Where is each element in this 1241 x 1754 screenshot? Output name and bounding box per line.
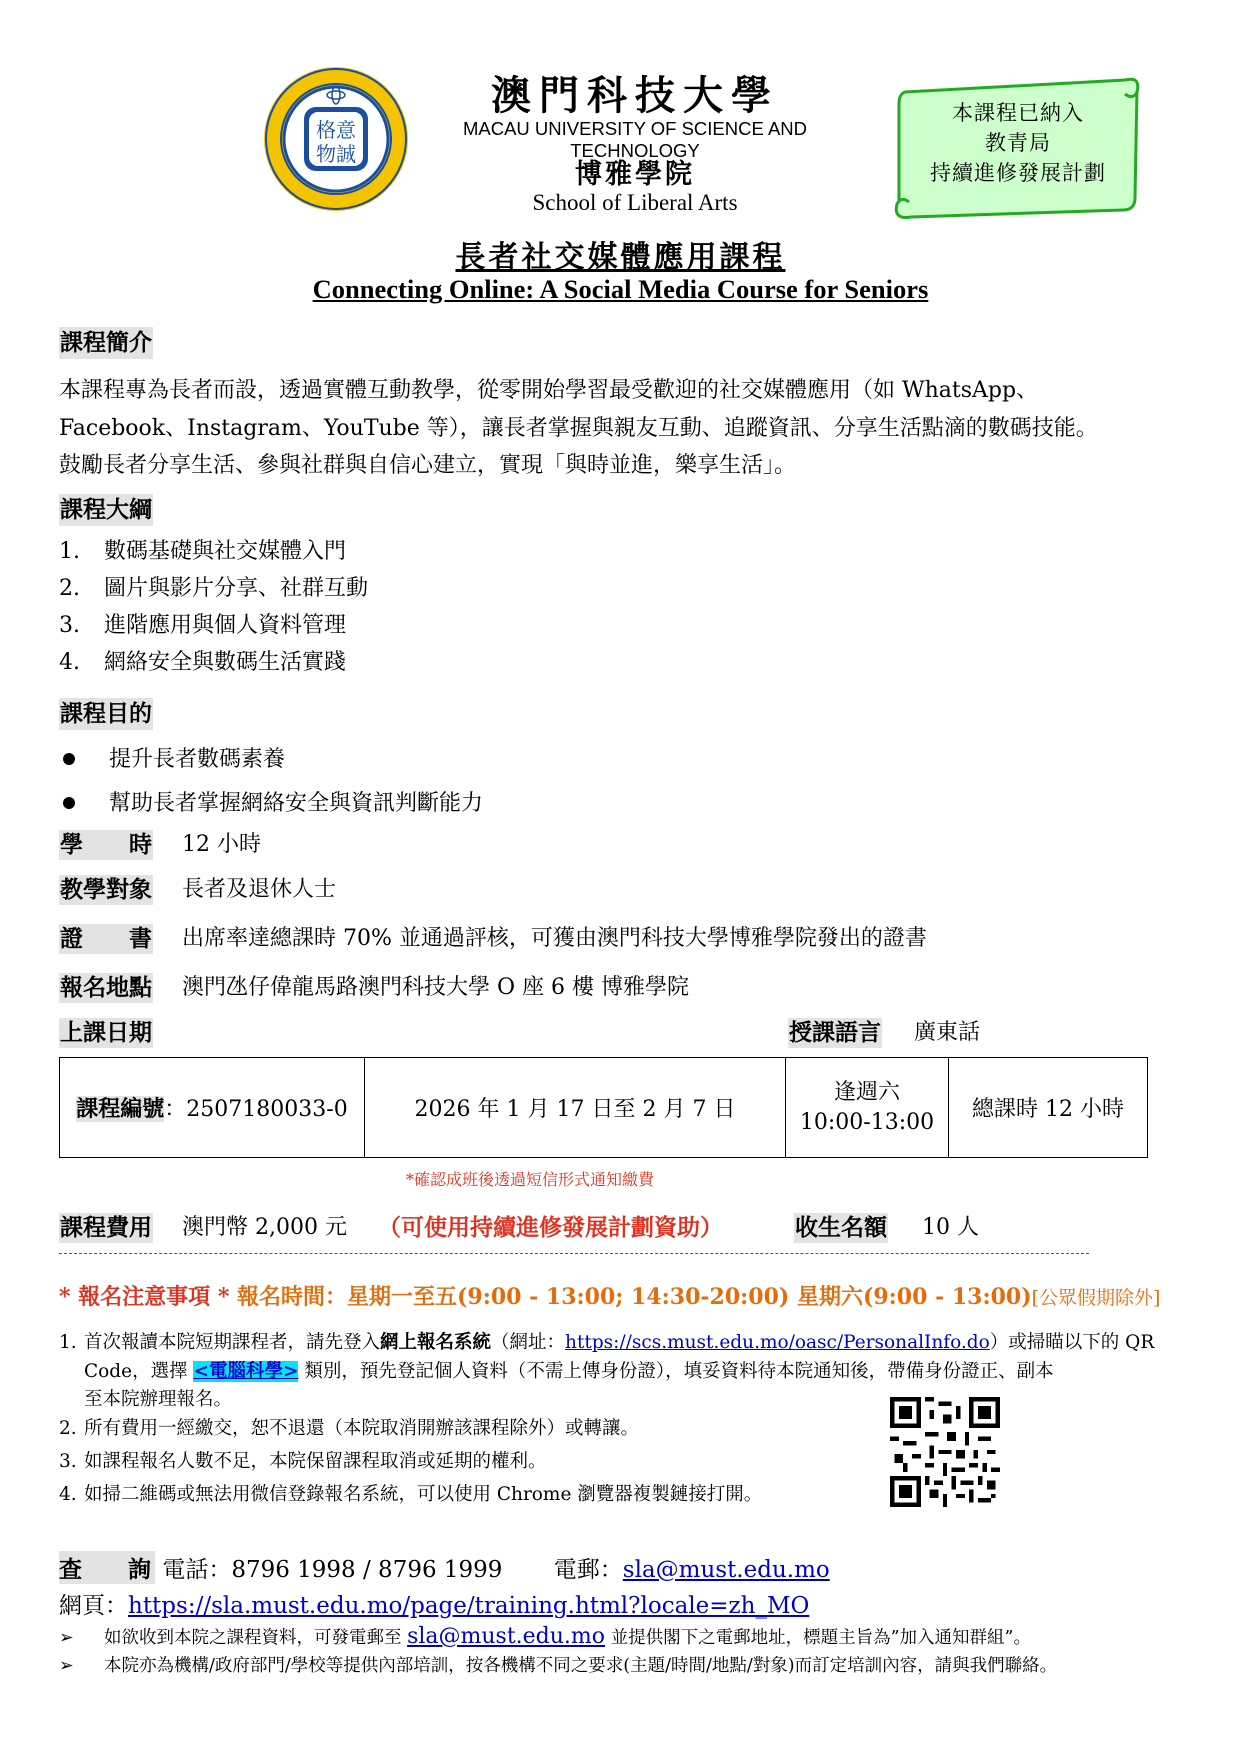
hours-label: 學 時: [60, 831, 152, 858]
course-title-en: Connecting Online: A Social Media Course for Seniors: [312, 274, 929, 304]
web-row: [59, 1587, 809, 1620]
table-row: [60, 1058, 1148, 1158]
notice-item: 3. 如課程報名人數不足，本院保留課程取消或延期的權利。: [59, 1451, 547, 1472]
intro-heading: 課程簡介: [59, 327, 153, 359]
course-code-cell: 課程編號：2507180033-0: [60, 1058, 365, 1158]
outline-item: 2. 圖片與影片分享、社群互動: [59, 576, 369, 601]
notice-title: * 報名注意事項 * 報名時間：星期一至五(9:00 - 13:00; 14:30-20:00) 星期六(9:00 - 13:00)[公眾假期除外]: [59, 1284, 1161, 1310]
university-name-zh: 澳門科技大學: [491, 72, 779, 119]
intro-paragraph: [59, 372, 1189, 485]
web-link[interactable]: https://sla.must.edu.mo/page/training.html?locale=zh_MO: [128, 1593, 810, 1619]
subsidy-note: （可使用持續進修發展計劃資助）: [378, 1214, 723, 1241]
contact-phone: 電話：8796 1998 / 8796 1999: [162, 1557, 503, 1583]
contact-email-link[interactable]: sla@must.edu.mo: [622, 1557, 830, 1583]
footnote-item: ➢ 本院亦為機構/政府部門/學校等提供內部培訓，按各機構不同之要求(主題/時間/地點/對象)而訂定培訓內容，請與我們聯絡。: [59, 1656, 1058, 1676]
venue-label: 報名地點: [60, 974, 152, 1001]
intro-line: Facebook、Instagram、YouTube 等），讓長者掌握與親友互動、追蹤資訊、分享生活點滴的數碼技能。: [59, 415, 1098, 441]
intro-line: 鼓勵長者分享生活、參與社群與自信心建立，實現「與時並進，樂享生活」。: [59, 453, 797, 478]
university-logo: [262, 65, 410, 213]
footnote-item: ➢ 如欲收到本院之課程資料，可發電郵至 sla@must.edu.mo 並提供閣下之電郵地址，標題主旨為”加入通知群組”。: [59, 1624, 1031, 1649]
course-time-cell: 逢週六 10:00-13:00: [786, 1058, 949, 1158]
contact-label: 查 詢: [59, 1551, 155, 1584]
svg-text:格意: 格意: [316, 118, 356, 142]
schedule-table: [59, 1057, 1148, 1158]
scroll-line: 教青局: [985, 131, 1051, 155]
divider: [59, 1253, 1089, 1254]
payment-note: *確認成班後透過短信形式通知繳費: [406, 1170, 655, 1189]
quota-label: 收生名額: [795, 1214, 887, 1241]
fee-label: 課程費用: [60, 1214, 152, 1241]
contact-email-label: 電郵：: [553, 1557, 623, 1583]
total-hours-cell: 總課時 12 小時: [949, 1058, 1148, 1158]
footnote-email-link[interactable]: sla@must.edu.mo: [407, 1624, 606, 1649]
intro-line: 本課程專為長者而設，透過實體互動教學，從零開始學習最受歡迎的社交媒體應用（如 WhatsApp、: [59, 378, 1039, 403]
notice-item: 4. 如掃二維碼或無法用微信登錄報名系統，可以使用 Chrome 瀏覽器複製鏈接打開。: [59, 1484, 763, 1505]
course-dates-cell: 2026 年 1 月 17 日至 2 月 7 日: [365, 1058, 786, 1158]
outline-heading: 課程大綱: [59, 494, 153, 526]
language-value: 廣東話: [914, 1020, 981, 1045]
hours-value: 12 小時: [182, 832, 261, 857]
certificate-value: 出席率達總課時 70% 並通過評核，可獲由澳門科技大學博雅學院發出的證書: [182, 926, 927, 951]
venue-value: 澳門氹仔偉龍馬路澳門科技大學 O 座 6 樓 博雅學院: [182, 975, 690, 1000]
quota-value: 10 人: [922, 1215, 979, 1240]
scroll-line: 本課程已納入: [952, 101, 1084, 125]
notice-item-1: 1. 首次報讀本院短期課程者，請先登入網上報名系統（網址：https://scs.must.edu.mo/oasc/PersonalInfo.do）或掃瞄以下的 QR Code，選擇 <電腦科學> 類別，預先登記個人資料（不需上傳身份證），填妥資料待本院通知後，帶備身份證正、副本 至本院辦理報名。: [59, 1332, 1155, 1410]
web-label: 網頁：: [59, 1593, 128, 1619]
school-name-zh: 博雅學院: [575, 159, 695, 190]
notice-item: 2. 所有費用一經繳交，恕不退還（本院取消開辦該課程除外）或轉讓。: [59, 1418, 640, 1439]
school-name-en: School of Liberal Arts: [532, 190, 738, 215]
objective-item: 幫助長者掌握網絡安全與資訊判斷能力: [59, 786, 483, 817]
certificate-label: 證 書: [60, 925, 152, 952]
scroll-banner-text: [918, 98, 1118, 188]
registration-link[interactable]: https://scs.must.edu.mo/oasc/PersonalInfo.do: [565, 1332, 990, 1353]
objective-item: 提升長者數碼素養: [59, 742, 285, 773]
svg-text:物誠: 物誠: [316, 142, 356, 166]
target-value: 長者及退休人士: [182, 877, 337, 902]
language-label: 授課語言: [789, 1019, 881, 1046]
outline-item: 4. 網絡安全與數碼生活實踐: [59, 650, 347, 675]
target-label: 教學對象: [60, 876, 152, 903]
outline-item: 3. 進階應用與個人資料管理: [59, 613, 347, 638]
objectives-heading: 課程目的: [59, 698, 153, 730]
university-name-en: MACAU UNIVERSITY OF SCIENCE AND TECHNOLOGY: [462, 118, 808, 161]
course-title-zh: 長者社交媒體應用課程: [455, 240, 786, 275]
outline-item: 1. 數碼基礎與社交媒體入門: [59, 539, 347, 564]
qr-code[interactable]: [890, 1397, 1000, 1507]
contact-row: [59, 1551, 830, 1584]
fee-value: 澳門幣 2,000 元: [182, 1215, 347, 1240]
scroll-line: 持續進修發展計劃: [930, 161, 1106, 185]
dates-label: 上課日期: [60, 1019, 152, 1046]
category-highlight: <電腦科學>: [193, 1360, 299, 1382]
